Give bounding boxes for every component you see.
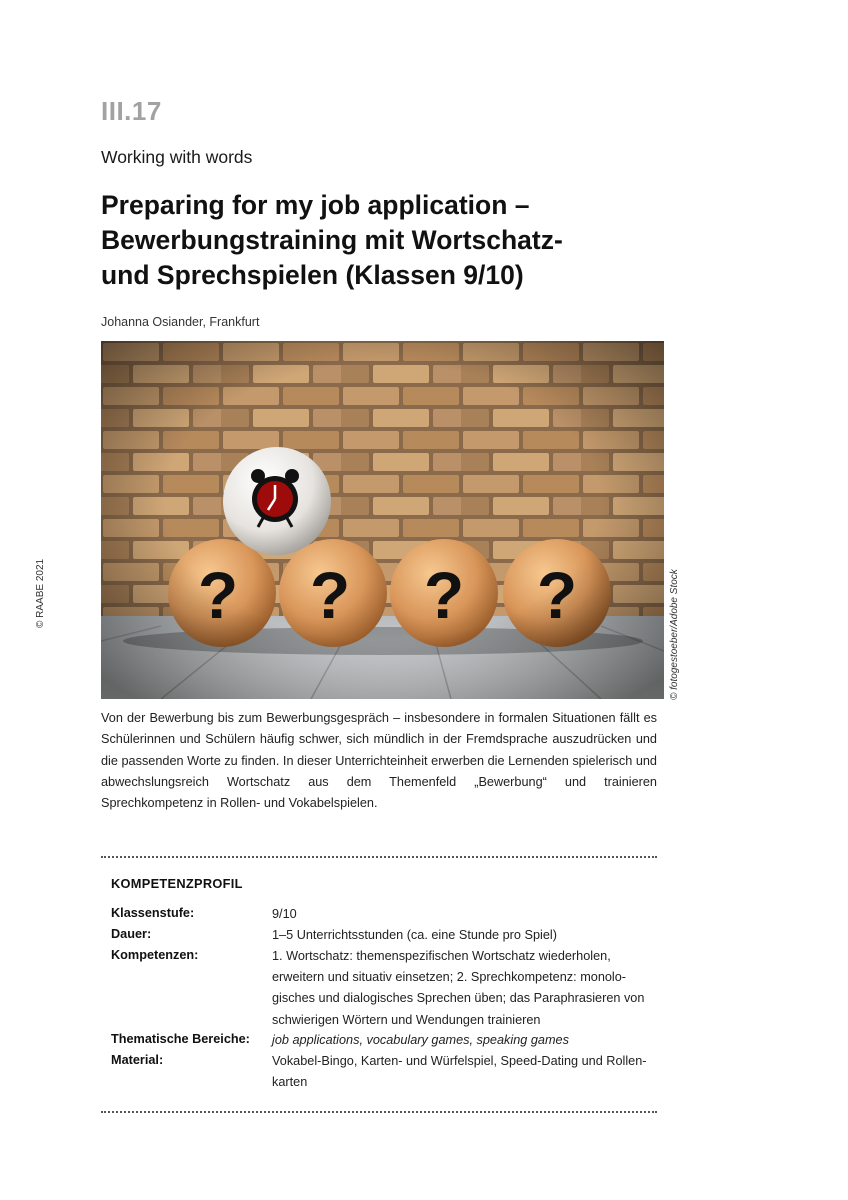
series-title: Working with words — [101, 147, 253, 167]
dotted-divider — [101, 856, 657, 858]
profile-label: Klassenstufe: — [111, 906, 195, 920]
profile-heading: KOMPETENZPROFIL — [111, 876, 243, 891]
profile-value: 9/10 — [272, 907, 297, 921]
author-line: Johanna Osiander, Frankfurt — [101, 315, 260, 329]
title-line: Bewerbungstraining mit Wortschatz- — [101, 225, 563, 255]
profile-label: Material: — [111, 1053, 164, 1067]
profile-value: 1. Wortschatz: themenspezifischen Wortschatz wiederholen, erweitern und situativ einsetzen; 2. Sprechkompetenz: monolo- gisches und dialogisches Sprechen üben; das Paraphrasieren von schwierigen Wörtern und Wendungen trainieren — [272, 949, 645, 1027]
title-line: und Sprechspielen (Klassen 9/10) — [101, 260, 524, 290]
photo-credit: © fotogestoeber/Adobe Stock — [669, 569, 680, 700]
profile-label: Dauer: — [111, 927, 152, 941]
copyright-note: © RAABE 2021 — [35, 558, 46, 628]
cover-photo — [101, 341, 664, 699]
profile-value: 1–5 Unterrichtsstunden (ca. eine Stunde pro Spiel) — [272, 928, 557, 942]
profile-label: Thematische Bereiche: — [111, 1032, 250, 1046]
title-line: Preparing for my job application – — [101, 190, 530, 220]
profile-value: Vokabel-Bingo, Karten- und Würfelspiel, Speed-Dating und Rollen- karten — [272, 1054, 647, 1090]
profile-value: job applications, vocabulary games, speaking games — [272, 1033, 569, 1047]
section-number: III.17 — [101, 96, 162, 126]
dotted-divider — [101, 1111, 657, 1113]
profile-label: Kompetenzen: — [111, 948, 199, 962]
page-title — [101, 188, 563, 293]
intro-paragraph: Von der Bewerbung bis zum Bewerbungsgespräch – insbesondere in formalen Situationen fällt es Schülerinnen und Schülern häufig schwer, sich mündlich in der Fremdsprache auszudrücken und die passenden Worte zu finden. In dieser Unterrichteinheit erwerben die Lernenden spielerisch und abwechslungsreich Wortschatz aus dem Themenfeld „Bewerbung“ und trainieren Sprechkompetenz in Rollen- und Vokabelspielen. — [101, 711, 657, 811]
